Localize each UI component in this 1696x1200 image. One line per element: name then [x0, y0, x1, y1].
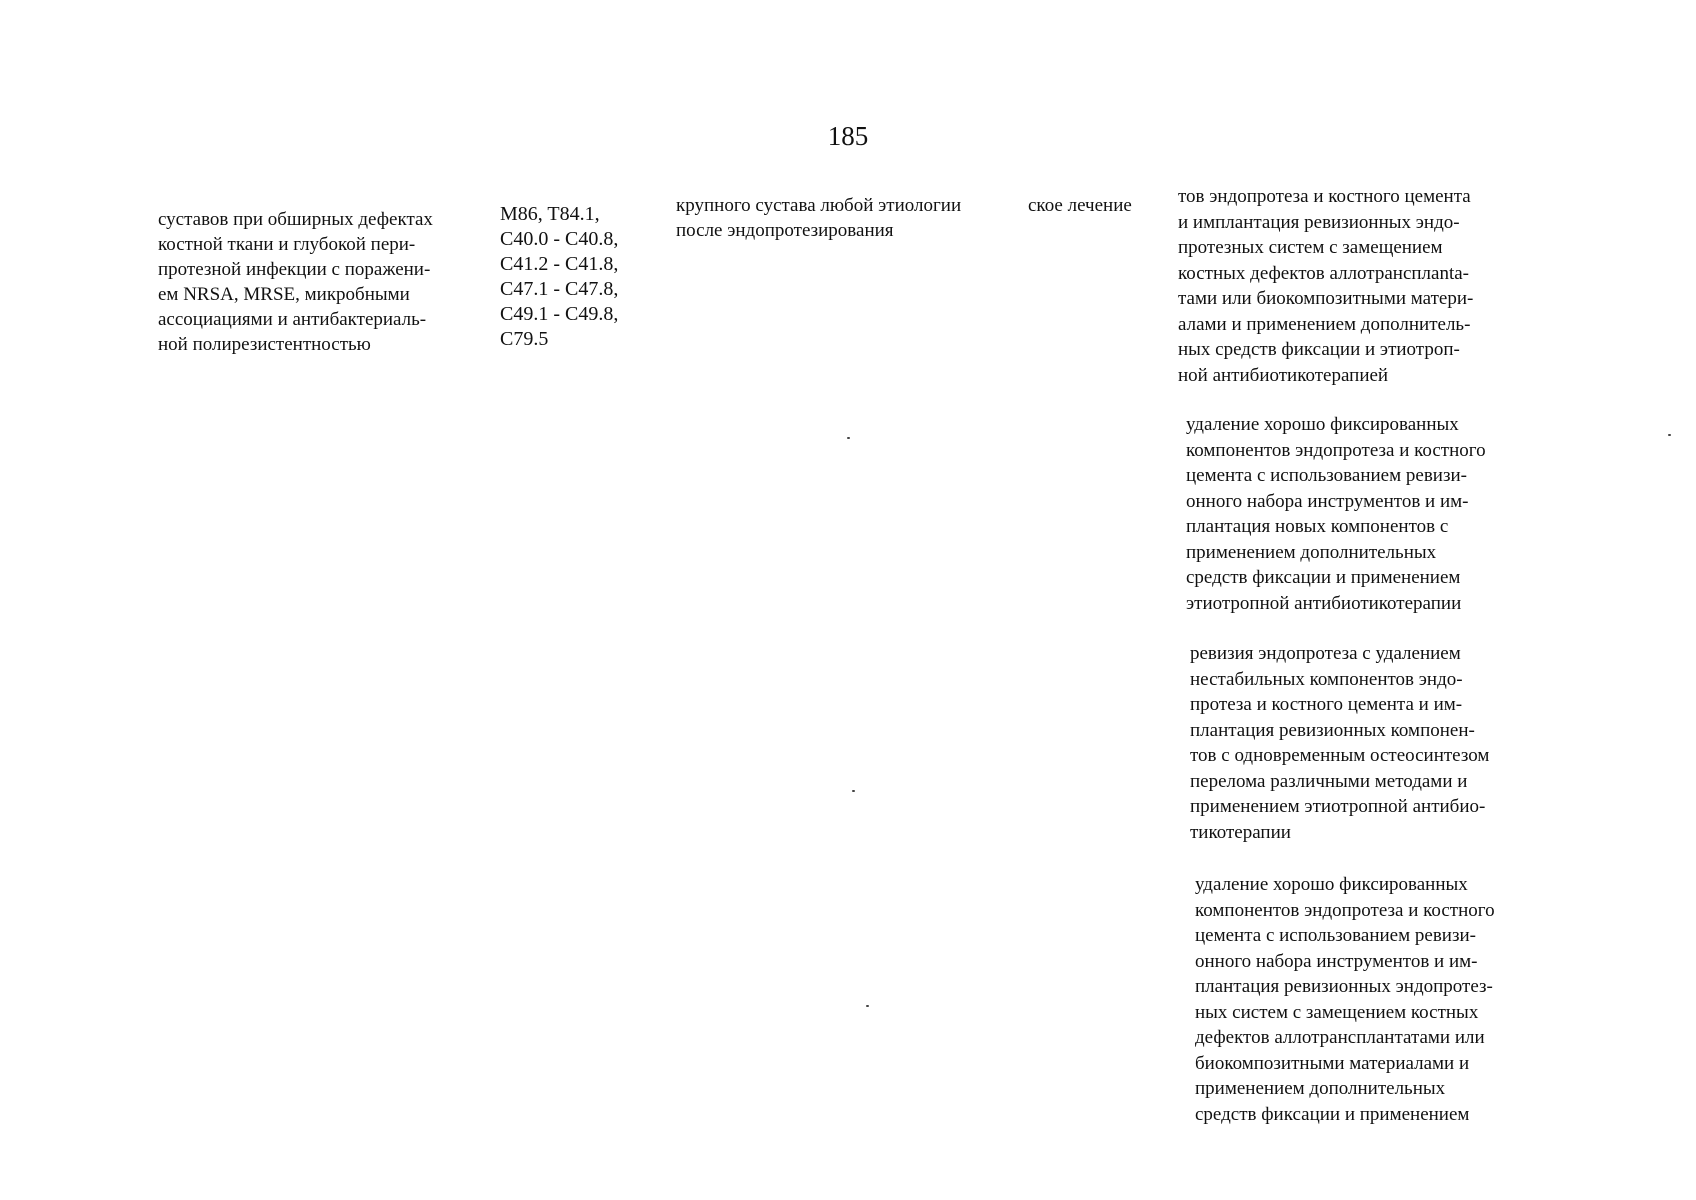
method-block-4 — [1195, 872, 1495, 1127]
scan-speck — [847, 437, 850, 439]
diagnosis-cell — [158, 207, 433, 357]
text-line: средств фиксации и применением — [1195, 1103, 1470, 1125]
text-line: цемента с использованием ревизи- — [1195, 925, 1476, 946]
icd-code-line: C41.2 - C41.8, — [500, 253, 619, 275]
text-line: плантация ревизионных компонен- — [1190, 719, 1475, 741]
text-line: и имплантация ревизионных эндо- — [1178, 211, 1460, 233]
text-line: тов с одновременным остеосинтезом — [1190, 745, 1490, 766]
text-line: нестабильных компонентов эндо- — [1190, 668, 1463, 690]
text-line: онного набора инструментов и им- — [1186, 490, 1469, 512]
text-line: ревизия эндопротеза с удалением — [1190, 643, 1461, 664]
method-block-3 — [1190, 641, 1489, 845]
text-line: биокомпозитными материалами и — [1195, 1052, 1470, 1074]
text-line: средств фиксации и применением — [1186, 567, 1461, 588]
text-line: компонентов эндопротеза и костного — [1186, 439, 1486, 461]
icd-code-line: C79.5 — [500, 328, 549, 350]
text-line: ной антибиотикотерапией — [1178, 364, 1389, 386]
treatment-type-cell — [1028, 193, 1132, 218]
method-block-2 — [1186, 412, 1486, 616]
icd-code-line: C49.1 - C49.8, — [500, 303, 619, 325]
text-line: дефектов аллотрансплантатами или — [1195, 1027, 1485, 1048]
icd-code-line: C40.0 - C40.8, — [500, 228, 619, 250]
text-line: применением дополнительных — [1186, 541, 1437, 563]
text-line: протезных систем с замещением — [1178, 237, 1443, 258]
text-line: костных дефектов аллотрансплanta- — [1178, 262, 1469, 284]
patient-model-cell — [676, 193, 961, 243]
text-line: ных систем с замещением костных — [1195, 1001, 1479, 1023]
method-block-1 — [1178, 184, 1473, 388]
text-line: после эндопротезирования — [676, 220, 894, 241]
text-line: этиотропной антибиотикотерапии — [1186, 592, 1462, 614]
scan-speck — [852, 790, 855, 792]
text-line: ское лечение — [1028, 195, 1132, 216]
text-line: ем NRSA, MRSE, микробными — [158, 284, 410, 305]
text-line: компонентов эндопротеза и костного — [1195, 899, 1495, 921]
text-line: удаление хорошо фиксированных — [1186, 414, 1459, 435]
page-number: 185 — [827, 121, 869, 151]
text-line: ных средств фиксации и этиотроп- — [1178, 339, 1460, 360]
text-line: цемента с использованием ревизи- — [1186, 465, 1467, 486]
scan-speck — [1668, 434, 1671, 436]
text-line: костной ткани и глубокой пери- — [158, 234, 416, 255]
text-line: тов эндопротеза и костного цемента — [1178, 186, 1471, 207]
text-line: тикотерапии — [1190, 821, 1291, 843]
text-line: алами и применением дополнитель- — [1178, 313, 1471, 335]
text-line: плантация ревизионных эндопротез- — [1195, 976, 1493, 997]
text-line: ассоциациями и антибактериаль- — [158, 309, 427, 330]
text-line: суставов при обширных дефектах — [158, 209, 433, 230]
text-line: тами или биокомпозитными матери- — [1178, 288, 1474, 309]
scan-speck — [866, 1005, 869, 1007]
text-line: перелома различными методами и — [1190, 770, 1468, 792]
icd-code-line: C47.1 - C47.8, — [500, 278, 619, 300]
text-line: применением этиотропной антибио- — [1190, 796, 1486, 817]
icd-code-line: M86, T84.1, — [500, 203, 600, 225]
text-line: онного набора инструментов и им- — [1195, 950, 1478, 972]
text-line: крупного сустава любой этиологии — [676, 195, 962, 216]
text-line: удаление хорошо фиксированных — [1195, 874, 1468, 895]
text-line: ной полирезистентностью — [158, 334, 371, 355]
text-line: протеза и костного цемента и им- — [1190, 694, 1463, 715]
icd-codes-cell — [500, 202, 618, 352]
text-line: применением дополнительных — [1195, 1078, 1446, 1099]
text-line: протезной инфекции с поражени- — [158, 259, 431, 280]
text-line: плантация новых компонентов с — [1186, 516, 1449, 537]
